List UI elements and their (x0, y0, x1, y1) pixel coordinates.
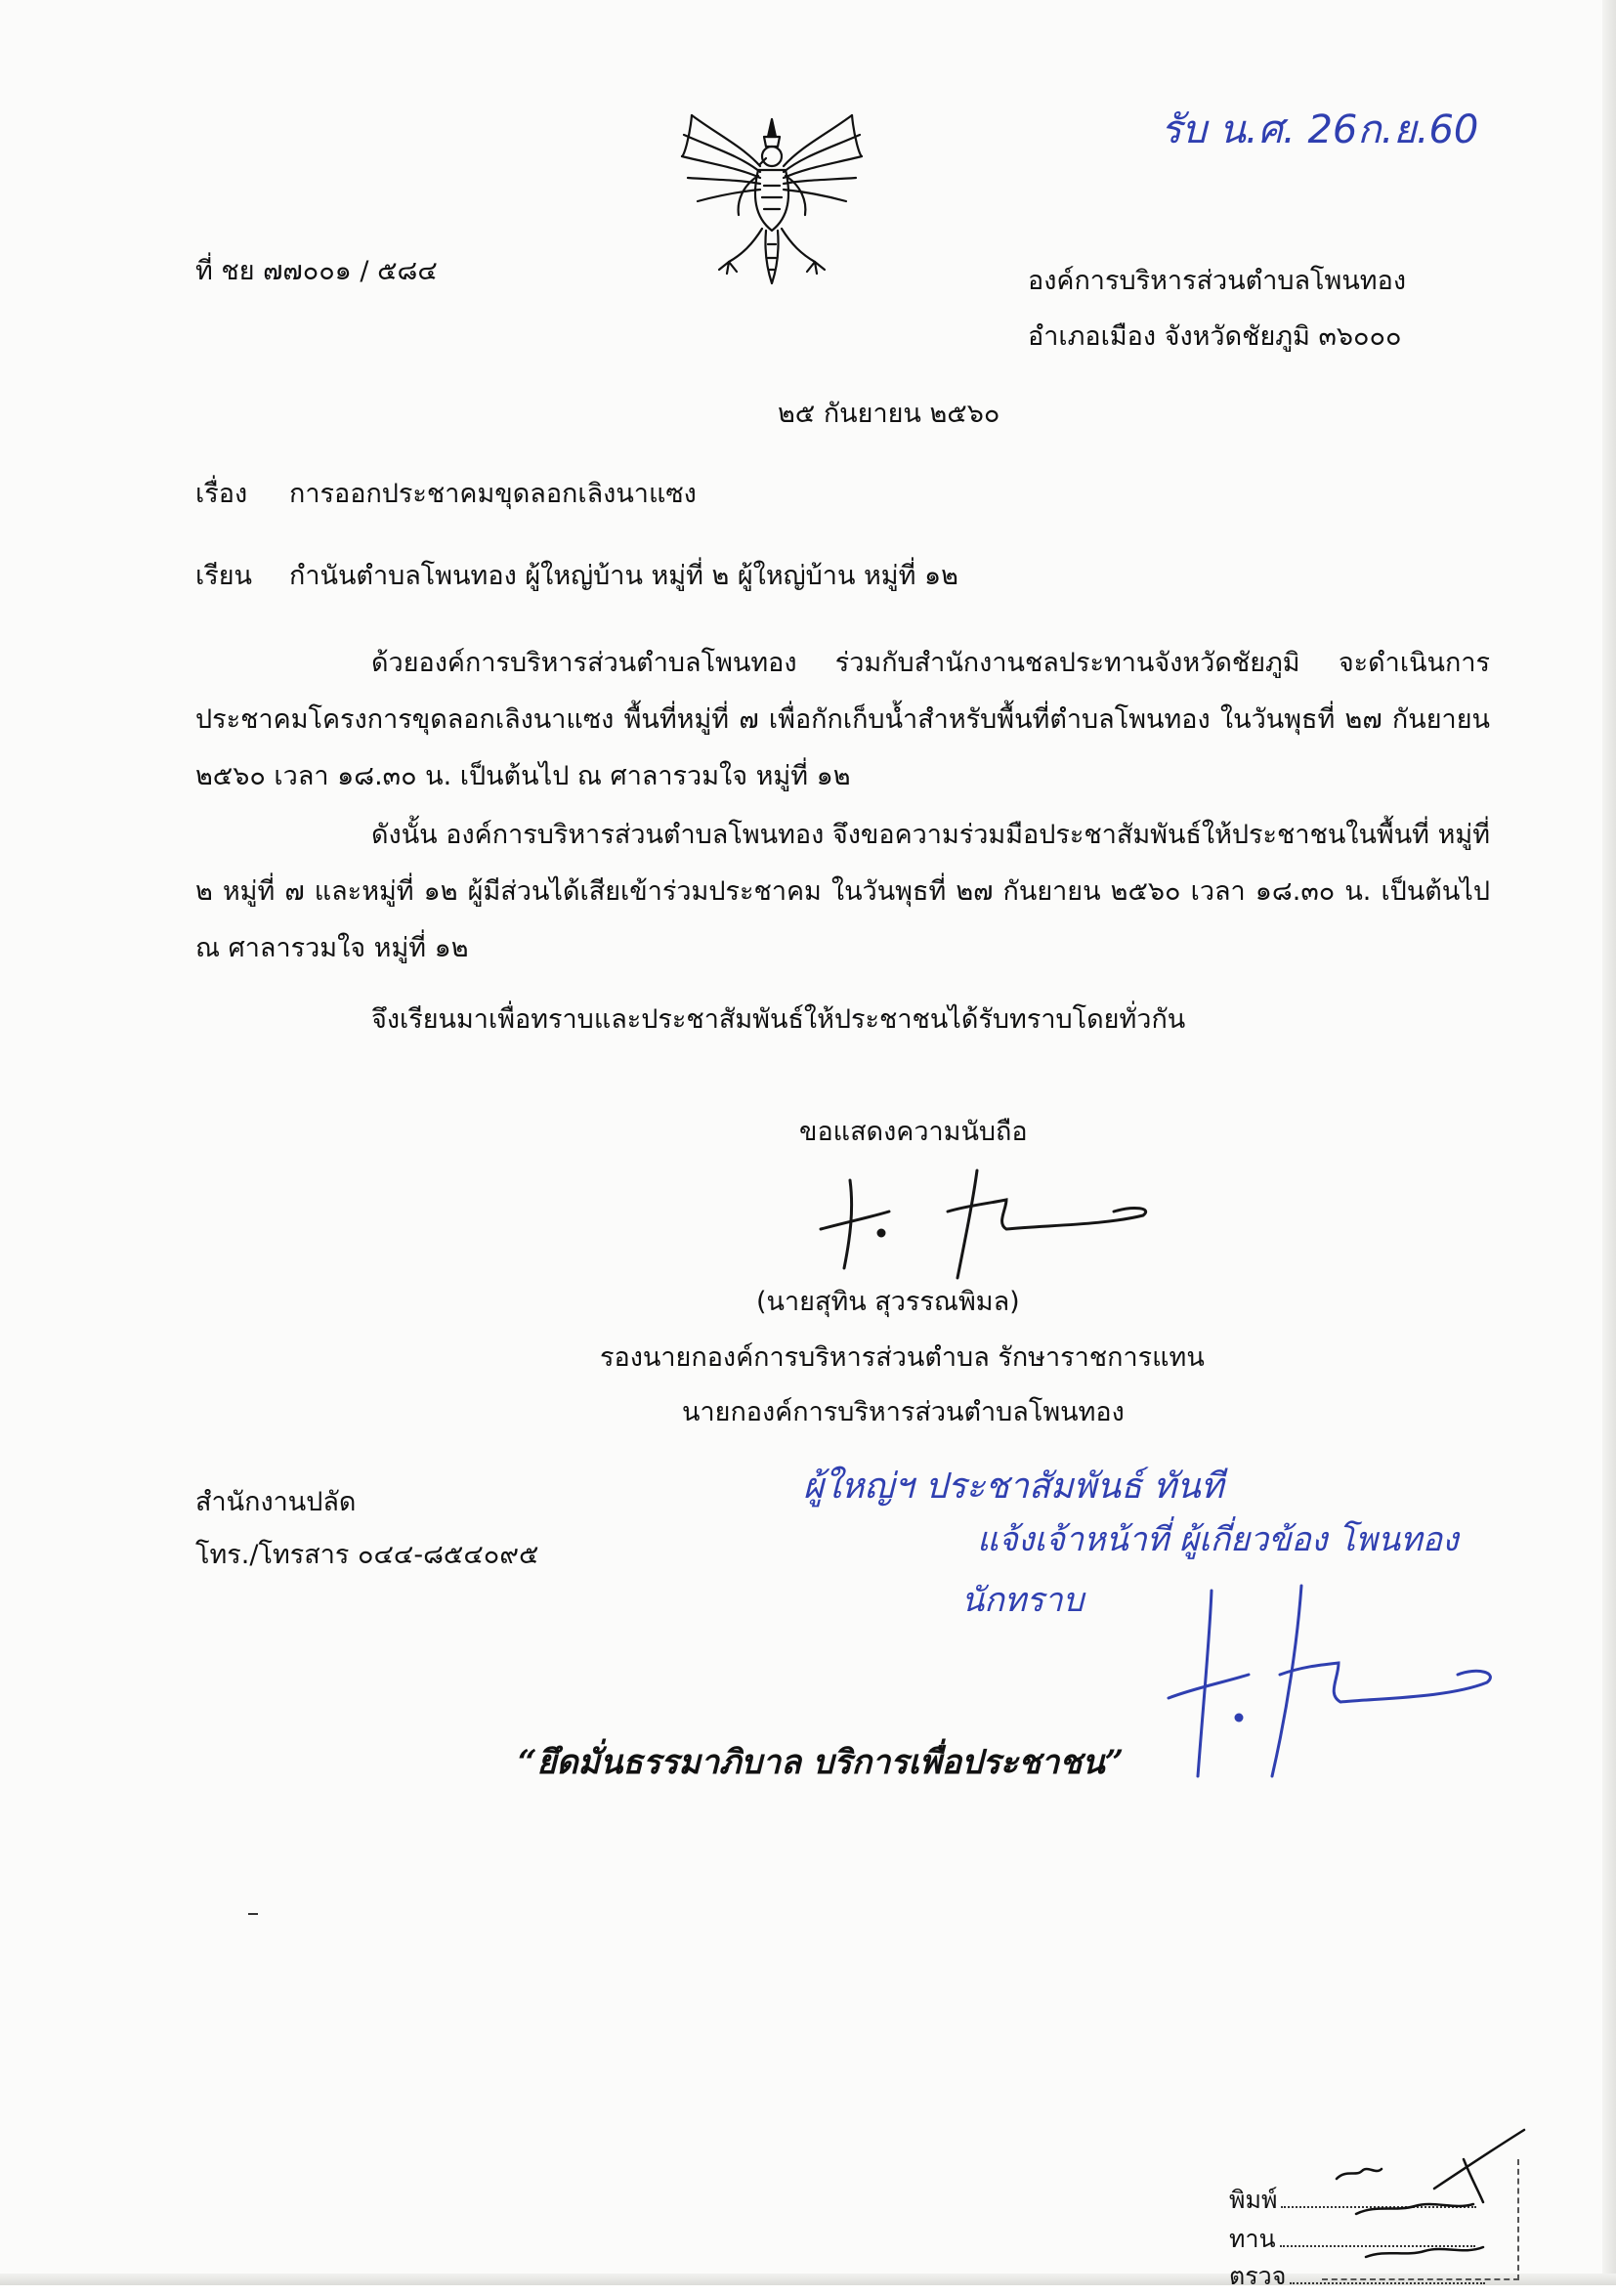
reference-number: ที่ ชย ๗๗๐๐๑ / ๕๘๔ (195, 256, 438, 286)
recipient-label: เรียน (195, 561, 253, 591)
signer-title-line-1: รองนายกองค์การบริหารส่วนตำบล รักษาราชการแทน (600, 1342, 1205, 1373)
body-paragraph-1-text: ด้วยองค์การบริหารส่วนตำบลโพนทอง ร่วมกับสำนักงานชลประทานจังหวัดชัยภูมิ จะดำเนินการประชาคมโครงการขุดลอกเลิงนาแซง พื้นที่หมู่ที่ ๗ เพื่อกักเก็บน้ำสำหรับพื้นที่ตำบลโพนทอง ในวันพุธที่ ๒๗ กันยายน ๒๕๖๐ เวลา ๑๘.๓๐ น. เป็นต้นไป ณ ศาลารวมใจ หมู่ที่ ๑๒ (195, 648, 1490, 791)
organization-motto: “ยึดมั่นธรรมาภิบาล บริการเพื่อประชาชน” (518, 1743, 1125, 1782)
garuda-emblem-icon (674, 107, 870, 293)
subject-text: การออกประชาคมขุดลอกเลิงนาแซง (289, 479, 697, 509)
body-paragraph-2 (195, 807, 1490, 977)
stamp-verified-label: ตรวจ (1229, 2262, 1287, 2290)
stamp-initials-mark (1317, 2120, 1542, 2286)
scan-edge-right (1602, 0, 1616, 2285)
signer-title-line-2: นายกองค์การบริหารส่วนตำบลโพนทอง (682, 1397, 1125, 1427)
body-paragraph-2-text: ดังนั้น องค์การบริหารส่วนตำบลโพนทอง จึงขอความร่วมมือประชาสัมพันธ์ให้ประชาชนในพื้นที่ หมู่ที่ ๒ หมู่ที่ ๗ และหมู่ที่ ๑๒ ผู้มีส่วนได้เสียเข้าร่วมประชาคม ในวันพุธที่ ๒๗ กันยายน ๒๕๖๐ เวลา ๑๘.๓๐ น. เป็นต้นไป ณ ศาลารวมใจ หมู่ที่ ๑๒ (195, 820, 1490, 963)
closing-salutation: ขอแสดงความนับถือ (799, 1117, 1028, 1147)
sender-organization: องค์การบริหารส่วนตำบลโพนทอง (1028, 266, 1407, 296)
body-paragraph-1 (195, 635, 1490, 805)
stamp-checked-label: ทาน (1229, 2225, 1276, 2253)
handwritten-note-line-2: แจ้งเจ้าหน้าที่ ผู้เกี่ยวข้อง โพนทอง (977, 1520, 1459, 1559)
stamp-typed-label: พิมพ์ (1229, 2186, 1278, 2214)
recipient-text: กำนันตำบลโพนทอง ผู้ใหญ่บ้าน หมู่ที่ ๒ ผู้ใหญ่บ้าน หมู่ที่ ๑๒ (289, 561, 958, 591)
handwritten-note-line-1: ผู้ใหญ่ฯ ประชาสัมพันธ์ ทันที (803, 1467, 1224, 1507)
approval-signature-mark (1155, 1581, 1507, 1786)
office-phone: โทร./โทรสาร ๐๔๔-๘๕๔๐๙๕ (195, 1540, 539, 1570)
received-note: รับ น.ศ. 26ก.ย.60 (1161, 107, 1479, 152)
closing-paragraph: จึงเรียนมาเพื่อทราบและประชาสัมพันธ์ให้ประชาชนได้รับทราบโดยทั่วกัน (371, 1004, 1186, 1035)
letter-date: ๒๕ กันยายน ๒๕๖๐ (778, 399, 1000, 429)
subject-label: เรื่อง (195, 479, 248, 509)
office-name: สำนักงานปลัด (195, 1487, 357, 1517)
signer-name: (นายสุทิน สุวรรณพิมล) (756, 1287, 1020, 1317)
margin-mark (248, 1913, 258, 1915)
routing-stamp (1229, 2159, 1522, 2290)
sender-address: อำเภอเมือง จังหวัดชัยภูมิ ๓๖๐๐๐ (1028, 321, 1402, 352)
handwritten-note-line-3: นักทราบ (961, 1581, 1084, 1620)
signature-mark (811, 1161, 1163, 1288)
